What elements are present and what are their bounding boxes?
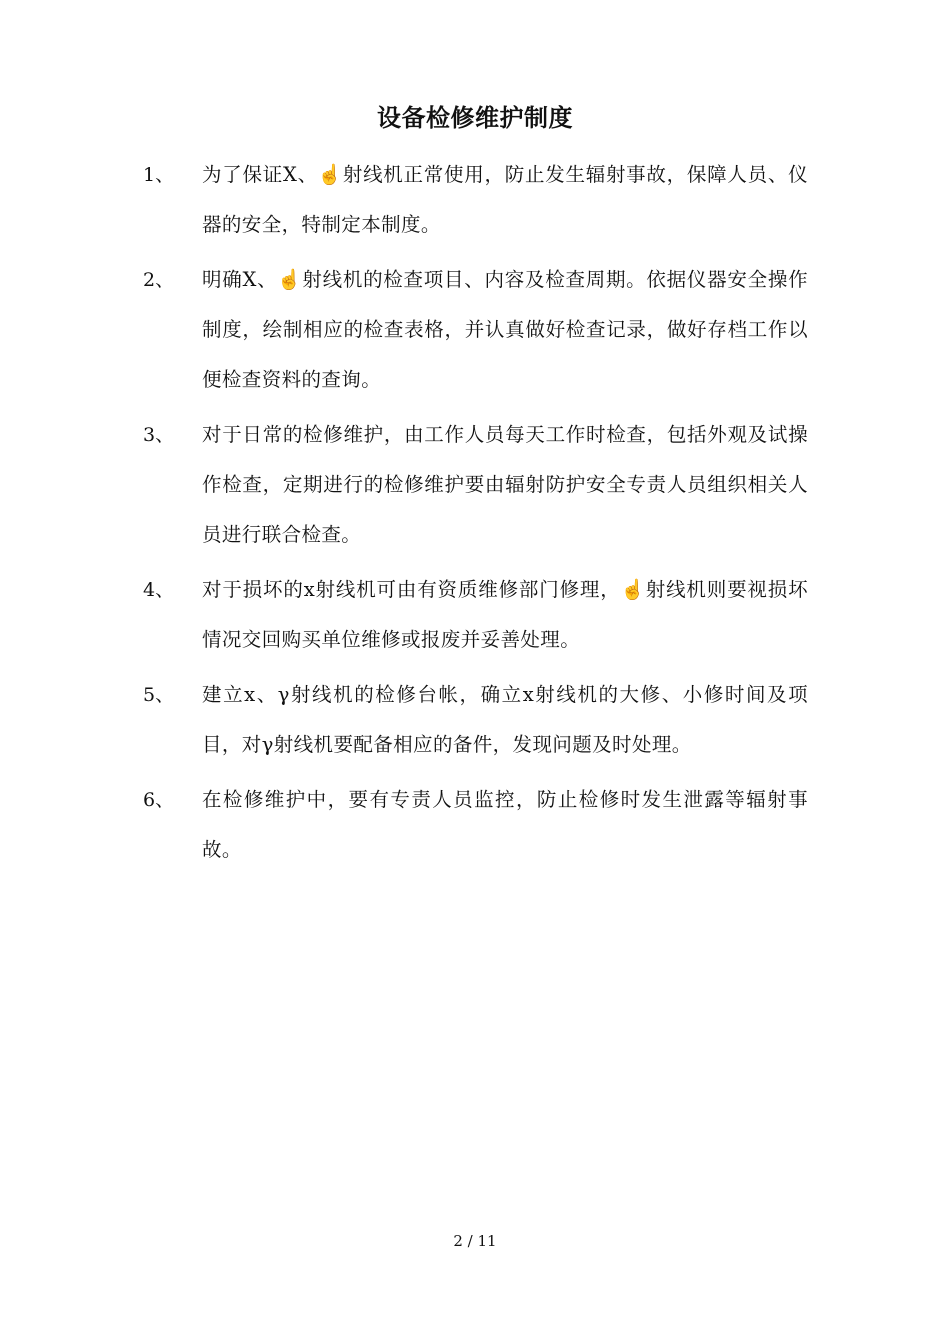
list-item <box>0 150 950 250</box>
item-number: 1、 <box>143 164 175 186</box>
item-text: 为了保证X、☝射线机正常使用，防止发生辐射事故，保障人员、仪器的安全，特制定本制度。 <box>202 163 808 236</box>
list-item <box>0 565 950 665</box>
item-number: 3、 <box>143 424 175 446</box>
item-text: 明确X、☝射线机的检查项目、内容及检查周期。依据仪器安全操作制度，绘制相应的检查表格，并认真做好检查记录，做好存档工作以便检查资料的查询。 <box>202 268 808 391</box>
item-number: 6、 <box>143 789 175 811</box>
item-number: 4、 <box>143 579 175 601</box>
list-item <box>0 775 950 875</box>
item-text: 在检修维护中，要有专责人员监控，防止检修时发生泄露等辐射事故。 <box>202 788 808 861</box>
page-number: 2 / 11 <box>453 1232 497 1250</box>
item-text: 对于日常的检修维护，由工作人员每天工作时检查，包括外观及试操作检查，定期进行的检修维护要由辐射防护安全专责人员组织相关人员进行联合检查。 <box>202 423 808 546</box>
item-number: 5、 <box>143 684 175 706</box>
list-item <box>0 410 950 560</box>
item-number: 2、 <box>143 269 175 291</box>
item-text: 建立x、γ射线机的检修台帐，确立x射线机的大修、小修时间及项目，对γ射线机要配备相应的备件，发现问题及时处理。 <box>202 683 808 756</box>
item-text: 对于损坏的x射线机可由有资质维修部门修理，☝射线机则要视损坏情况交回购买单位维修或报废并妥善处理。 <box>202 578 808 651</box>
regulation-list <box>0 150 950 880</box>
list-item <box>0 255 950 405</box>
document-title: 设备检修维护制度 <box>377 103 573 132</box>
list-item <box>0 670 950 770</box>
